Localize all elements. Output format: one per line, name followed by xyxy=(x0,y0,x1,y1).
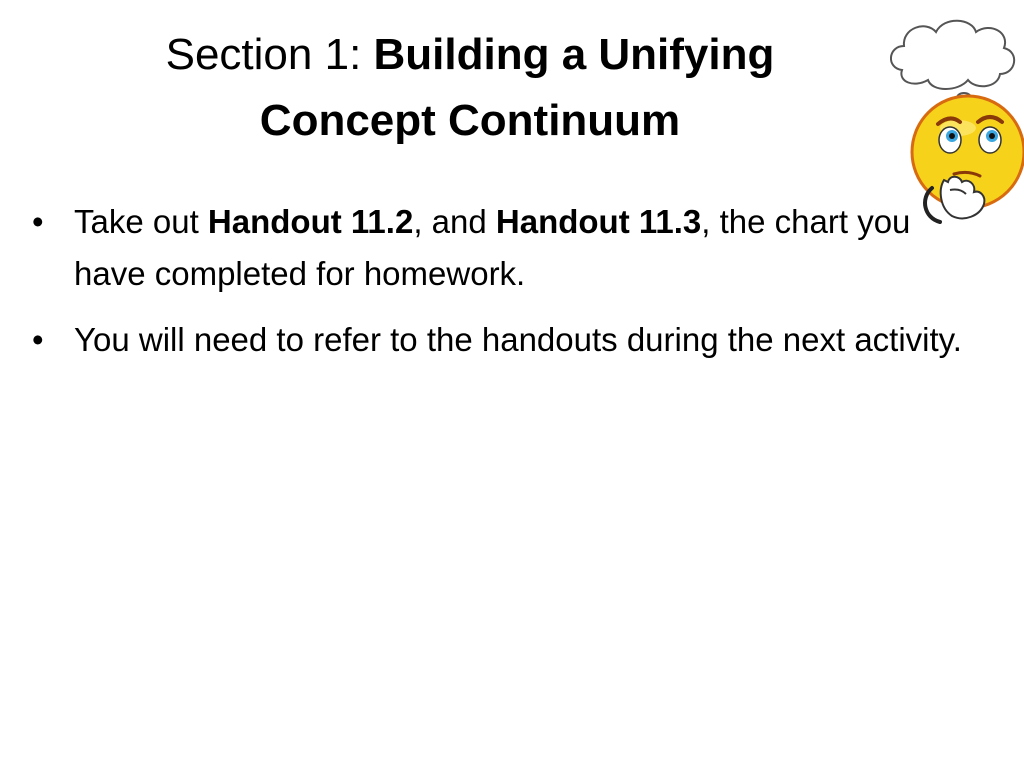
handout-11-3-label: Handout 11.3 xyxy=(495,203,702,240)
bullet-dot: • xyxy=(32,321,44,358)
thinking-face-icon xyxy=(880,12,1024,224)
bullet-text-part: Take out xyxy=(74,203,208,240)
bullet-text-part: You will need to refer to the handouts during the next activity. xyxy=(74,321,962,358)
title-bold-line2: Concept Continuum xyxy=(259,96,681,145)
title-bold-line1: Building a Unifying xyxy=(373,30,775,79)
bullet-text-part: , and xyxy=(413,203,496,240)
slide-title xyxy=(90,22,850,154)
bullet-text-part: , the chart you have completed for homework. xyxy=(74,203,911,292)
bullet-dot: • xyxy=(32,203,44,240)
bullet-item-handouts xyxy=(28,196,988,300)
title-prefix: Section 1: xyxy=(165,30,374,79)
bullet-list xyxy=(28,196,988,380)
bullet-item-refer xyxy=(28,314,988,366)
handout-11-2-label: Handout 11.2 xyxy=(207,203,414,240)
